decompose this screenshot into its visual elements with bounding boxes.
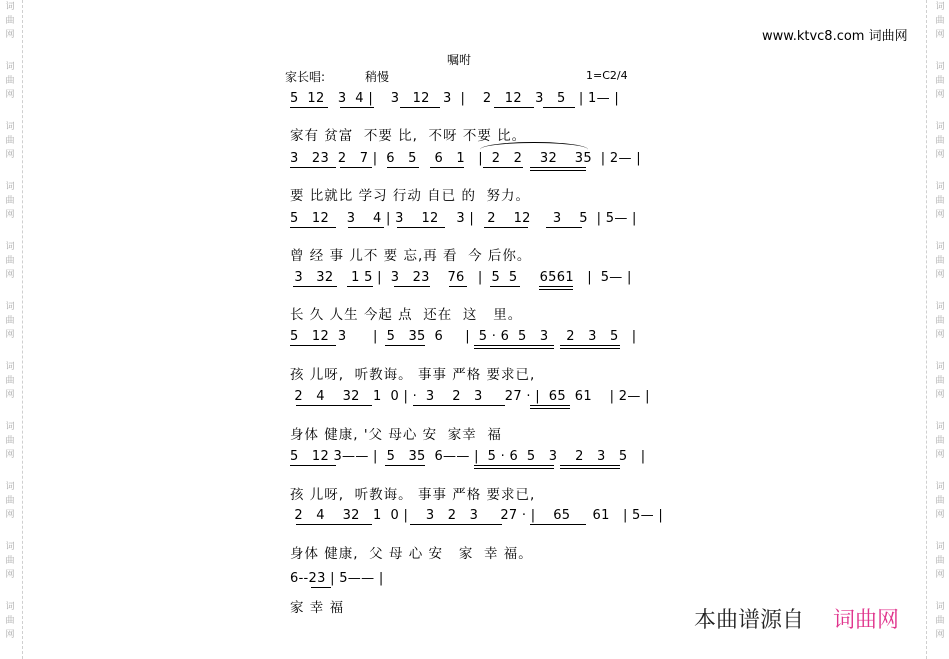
beam <box>290 465 336 466</box>
beam <box>560 348 620 349</box>
watermark-char: 词 <box>935 302 945 312</box>
beam <box>385 465 425 466</box>
beam <box>543 107 575 108</box>
beam <box>546 227 582 228</box>
notation-line-6: 2 4 32 1 0 | · 3 2 3 27 · | 65 61 | 2— | <box>290 389 650 404</box>
watermark-char: 曲 <box>5 16 15 26</box>
watermark-char: 网 <box>935 270 945 280</box>
tempo-marking: 稍慢 <box>365 70 390 84</box>
watermark-char: 网 <box>5 570 15 580</box>
watermark-char: 网 <box>5 90 15 100</box>
watermark-char: 曲 <box>5 616 15 626</box>
beam <box>530 524 586 525</box>
watermark-char: 词 <box>5 542 15 552</box>
beam <box>296 524 372 525</box>
watermark-char: 曲 <box>935 616 945 626</box>
site-url[interactable]: www.ktvc8.com 词曲网 <box>762 29 908 44</box>
watermark-char: 网 <box>935 90 945 100</box>
slur-arc <box>480 142 588 157</box>
beam <box>293 286 337 287</box>
lyric-line-3: 曾 经 事 儿不 要 忘,再 看 今 后你。 <box>290 248 532 264</box>
watermark-char: 网 <box>5 270 15 280</box>
beam <box>311 587 331 588</box>
beam <box>474 465 554 466</box>
watermark-char: 网 <box>935 570 945 580</box>
watermark-char: 网 <box>935 30 945 40</box>
beam <box>530 405 570 406</box>
watermark-char: 词 <box>935 362 945 372</box>
beam <box>539 289 573 290</box>
beam <box>474 345 554 346</box>
beam <box>290 107 328 108</box>
watermark-char: 词 <box>5 182 15 192</box>
notation-line-8: 2 4 32 1 0 | 3 2 3 27 · | 65 61 | 5— | <box>290 508 664 523</box>
watermark-char: 曲 <box>935 496 945 506</box>
beam <box>560 468 620 469</box>
beam <box>394 286 430 287</box>
notation-line-9: 6--23 | 5—— | <box>290 571 384 586</box>
watermark-char: 网 <box>5 150 15 160</box>
watermark-char: 网 <box>5 30 15 40</box>
watermark-char: 词 <box>935 422 945 432</box>
beam <box>340 167 372 168</box>
watermark-char: 曲 <box>935 16 945 26</box>
notation-line-5: 5 12 3 | 5 35 6 | 5 · 6 5 3 2 3 5 | <box>290 329 637 344</box>
beam <box>340 107 374 108</box>
lyric-line-2: 要 比就比 学习 行动 自已 的 努力。 <box>290 188 531 204</box>
beam <box>385 345 425 346</box>
left-frame-line <box>22 0 23 659</box>
beam <box>483 167 523 168</box>
lyric-line-8: 身体 健康, 父 母 心 安 家 幸 福。 <box>290 546 533 562</box>
lyric-line-5: 孩 儿呀, 听教诲。 事事 严格 要求已, <box>290 367 536 383</box>
singer-label: 家长唱: <box>285 70 326 84</box>
watermark-char: 曲 <box>935 436 945 446</box>
watermark-char: 词 <box>935 122 945 132</box>
lyric-line-4: 长 久 人生 今起 点 还在 这 里。 <box>290 307 523 323</box>
watermark-char: 曲 <box>5 496 15 506</box>
notation-line-3: 5 12 3 4 | 3 12 3 | 2 12 3 5 | 5— | <box>290 211 637 226</box>
beam <box>400 107 440 108</box>
watermark-char: 词 <box>5 62 15 72</box>
watermark-char: 曲 <box>935 376 945 386</box>
watermark-char: 网 <box>5 210 15 220</box>
beam <box>474 468 554 469</box>
watermark-char: 曲 <box>935 196 945 206</box>
watermark-char: 词 <box>5 302 15 312</box>
watermark-char: 网 <box>5 330 15 340</box>
watermark-char: 网 <box>5 390 15 400</box>
watermark-char: 曲 <box>935 556 945 566</box>
watermark-char: 网 <box>935 510 945 520</box>
watermark-char: 词 <box>5 362 15 372</box>
song-title: 嘱咐 <box>447 53 472 67</box>
watermark-char: 网 <box>935 450 945 460</box>
watermark-char: 网 <box>935 390 945 400</box>
watermark-char: 曲 <box>5 436 15 446</box>
watermark-char: 曲 <box>5 316 15 326</box>
watermark-char: 曲 <box>5 376 15 386</box>
beam <box>290 227 336 228</box>
notation-line-7: 5 12 3—— | 5 35 6—— | 5 · 6 5 3 2 3 5 | <box>290 449 646 464</box>
watermark-char: 网 <box>5 630 15 640</box>
beam <box>484 227 528 228</box>
beam <box>410 524 502 525</box>
beam <box>290 167 336 168</box>
beam <box>397 227 445 228</box>
watermark-char: 词 <box>5 2 15 12</box>
watermark-char: 网 <box>935 150 945 160</box>
watermark-char: 词 <box>935 542 945 552</box>
beam <box>530 408 570 409</box>
lyric-line-9: 家 幸 福 <box>290 600 345 616</box>
key-signature: 1=C2/4 <box>586 69 628 82</box>
watermark-char: 网 <box>5 510 15 520</box>
source-site-name[interactable]: 词曲网 <box>833 608 900 633</box>
beam <box>430 167 464 168</box>
beam <box>387 167 419 168</box>
watermark-char: 词 <box>5 482 15 492</box>
watermark-char: 词 <box>5 602 15 612</box>
lyric-line-7: 孩 儿呀, 听教诲。 事事 严格 要求已, <box>290 487 536 503</box>
beam <box>290 345 336 346</box>
watermark-char: 曲 <box>5 196 15 206</box>
watermark-char: 曲 <box>5 76 15 86</box>
beam <box>490 286 520 287</box>
beam <box>530 167 586 168</box>
watermark-char: 词 <box>5 122 15 132</box>
beam <box>474 348 554 349</box>
watermark-char: 曲 <box>935 136 945 146</box>
beam <box>413 405 505 406</box>
watermark-char: 词 <box>935 62 945 72</box>
lyric-line-6: 身体 健康, '父 母心 安 家幸 福 <box>290 427 502 443</box>
watermark-char: 词 <box>935 2 945 12</box>
right-frame-line <box>926 0 927 659</box>
notation-line-2: 3 23 2 7 | 6 5 6 1 | 2 2 32 35 | 2— | <box>290 151 641 166</box>
watermark-char: 曲 <box>5 256 15 266</box>
source-prefix: 本曲谱源自 <box>694 608 805 633</box>
watermark-char: 词 <box>935 182 945 192</box>
beam <box>449 286 467 287</box>
beam <box>530 170 586 171</box>
beam <box>560 345 620 346</box>
watermark-char: 词 <box>935 482 945 492</box>
beam <box>348 227 384 228</box>
beam <box>296 405 372 406</box>
watermark-char: 网 <box>935 330 945 340</box>
watermark-char: 网 <box>5 450 15 460</box>
watermark-char: 词 <box>935 602 945 612</box>
watermark-char: 曲 <box>935 76 945 86</box>
watermark-char: 曲 <box>5 136 15 146</box>
notation-line-1: 5 12 3 4 | 3 12 3 | 2 12 3 5 | 1— | <box>290 91 620 106</box>
lyric-line-1: 家有 贫富 不要 比, 不呀 不要 比。 <box>290 128 527 144</box>
notation-line-4: 3 32 1 5 | 3 23 76 | 5 5 6561 | 5— | <box>290 270 632 285</box>
watermark-char: 曲 <box>5 556 15 566</box>
beam <box>494 107 534 108</box>
watermark-char: 曲 <box>935 256 945 266</box>
beam <box>347 286 373 287</box>
watermark-char: 词 <box>935 242 945 252</box>
watermark-char: 网 <box>935 210 945 220</box>
watermark-char: 词 <box>5 422 15 432</box>
watermark-char: 网 <box>935 630 945 640</box>
beam <box>539 286 573 287</box>
watermark-char: 词 <box>5 242 15 252</box>
beam <box>560 465 620 466</box>
watermark-char: 曲 <box>935 316 945 326</box>
